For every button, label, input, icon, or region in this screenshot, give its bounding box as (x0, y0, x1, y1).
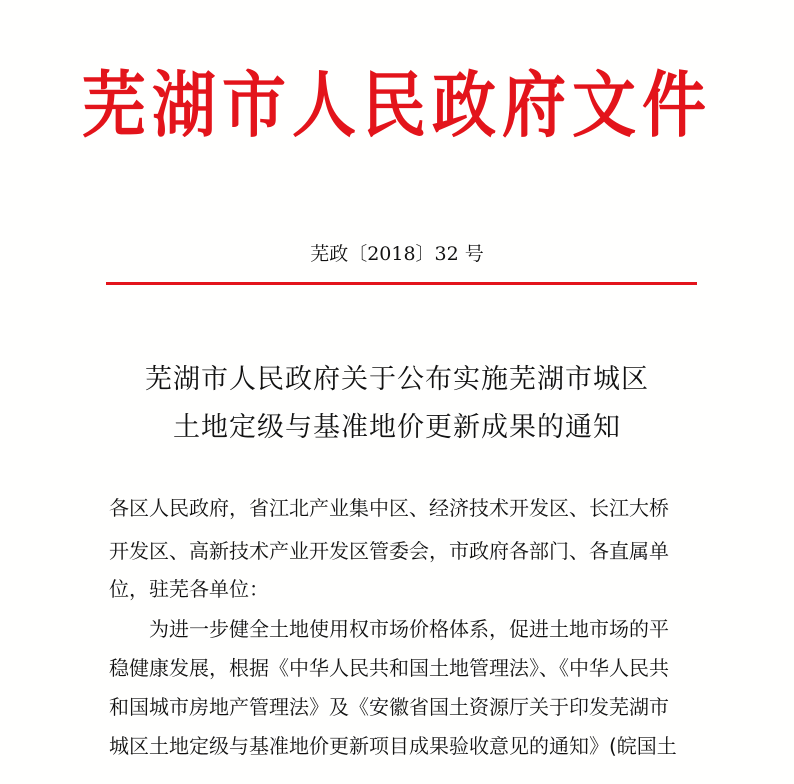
body-text-line: 稳健康发展，根据《中华人民共和国土地管理法》、《中华人民共 (109, 656, 669, 680)
body-text-line: 开发区、高新技术产业开发区管委会，市政府各部门、各直属单 (109, 539, 669, 563)
body-text-line: 和国城市房地产管理法》及《安徽省国土资源厅关于印发芜湖市 (109, 695, 669, 719)
body-text-line: 为进一步健全土地使用权市场价格体系，促进土地市场的平 (149, 617, 669, 641)
notice-title-line-1: 芜湖市人民政府关于公布实施芜湖市城区 (145, 364, 649, 395)
body-text-line: 位，驻芜各单位： (109, 577, 269, 601)
document-number: 芜政〔2018〕32 号 (310, 243, 484, 265)
red-divider-line (106, 282, 697, 285)
red-header-title: 芜湖市人民政府文件 (82, 63, 712, 148)
body-text-line: 城区土地定级与基准地价更新项目成果验收意见的通知》(皖国土 (109, 734, 677, 758)
notice-title-line-2: 土地定级与基准地价更新成果的通知 (173, 412, 621, 443)
body-text-line: 各区人民政府，省江北产业集中区、经济技术开发区、长江大桥 (109, 496, 669, 520)
